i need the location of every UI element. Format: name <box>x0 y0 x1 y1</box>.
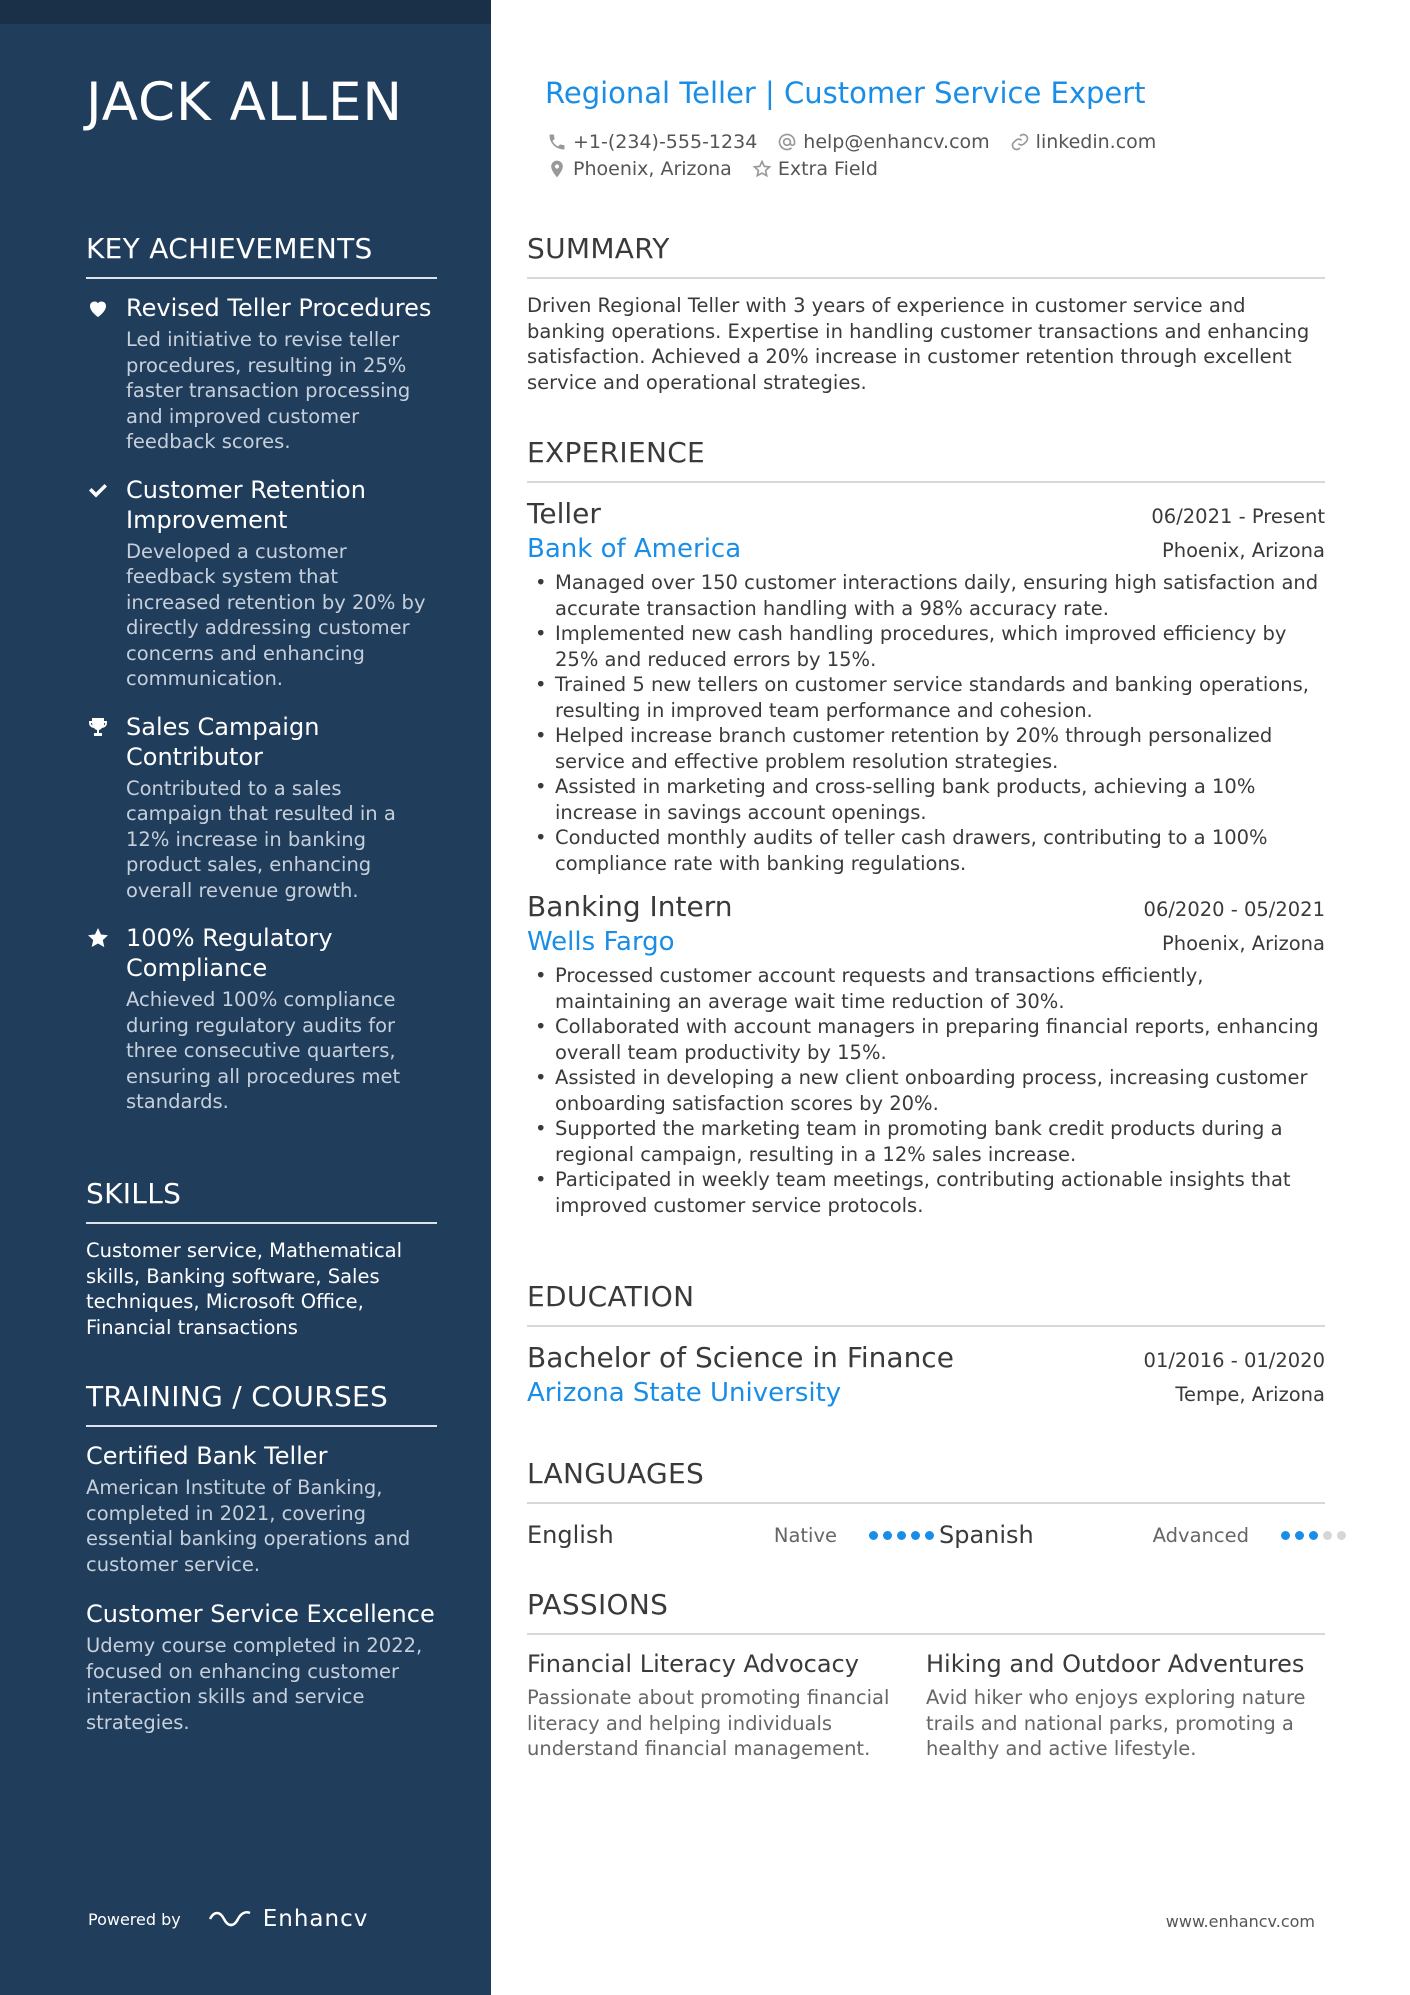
job-entry <box>527 890 1325 1218</box>
star-icon <box>86 923 126 1115</box>
extra-text: Extra Field <box>777 157 878 180</box>
course-item <box>86 1599 437 1735</box>
job-date: 06/2020 - 05/2021 <box>1143 898 1325 921</box>
achievement-title: 100% Regulatory Compliance <box>126 924 333 982</box>
experience-heading: EXPERIENCE <box>527 436 1325 483</box>
contact-location <box>547 158 732 180</box>
contact-extra <box>752 158 878 180</box>
passion-title: Financial Literacy Advocacy <box>527 1650 859 1678</box>
sidebar-topbar <box>0 0 491 24</box>
rating-dot-filled <box>911 1531 920 1540</box>
achievement-item <box>86 293 437 455</box>
skills-list: Customer service, Mathematical skills, Banking software, Sales techniques, Microsoft Office, Financial transactions <box>86 1239 403 1339</box>
job-bullet: • Assisted in marketing and cross-selling bank products, achieving a 10% increase in savings account openings. <box>527 774 1325 825</box>
summary-heading: SUMMARY <box>527 232 1325 279</box>
enhancv-logo[interactable] <box>207 1906 369 1932</box>
headline: Regional Teller | Customer Service Expert <box>545 76 1146 110</box>
powered-by-label: Powered by <box>88 1909 181 1929</box>
skills-section <box>86 1177 437 1340</box>
achievement-title: Customer Retention Improvement <box>126 475 366 534</box>
achievement-desc: Achieved 100% compliance during regulatory audits for three consecutive quarters, ensuring all procedures met standards. <box>126 988 401 1113</box>
job-bullet: • Helped increase branch customer retention by 20% through personalized service and effective problem resolution strategies. <box>527 723 1325 774</box>
job-bullet: • Processed customer account requests and transactions efficiently, maintaining an average wait time reduction of 30%. <box>527 963 1325 1014</box>
job-bullet: • Participated in weekly team meetings, contributing actionable insights that improved customer service protocols. <box>527 1167 1325 1218</box>
location-text: Phoenix, Arizona <box>573 157 732 180</box>
achievements-section <box>86 232 437 1135</box>
rating-dot-filled <box>1309 1531 1318 1540</box>
job-bullet: • Trained 5 new tellers on customer service standards and banking operations, resulting in improved team performance and cohesion. <box>527 672 1325 723</box>
link-icon <box>1010 132 1030 152</box>
rating-dot-filled <box>869 1531 878 1540</box>
course-desc: Udemy course completed in 2022, focused on enhancing customer interaction skills and service strategies. <box>86 1634 423 1734</box>
job-bullet: • Managed over 150 customer interactions daily, ensuring high satisfaction and accurate transaction handling with a 98% accuracy rate. <box>527 570 1325 621</box>
job-bullet: • Conducted monthly audits of teller cash drawers, contributing to a 100% compliance rate with banking regulations. <box>527 825 1325 876</box>
passion-item <box>527 1649 926 1762</box>
language-item <box>527 1521 939 1549</box>
rating-dot-filled <box>897 1531 906 1540</box>
education-heading: EDUCATION <box>527 1280 1325 1327</box>
course-title: Certified Bank Teller <box>86 1442 328 1470</box>
contact-info <box>547 128 1176 182</box>
job-title: Teller <box>527 497 601 530</box>
trophy-icon <box>86 712 126 904</box>
training-heading: TRAINING / COURSES <box>86 1380 437 1427</box>
passions-heading: PASSIONS <box>527 1588 1325 1635</box>
powered-by <box>88 1906 368 1932</box>
degree: Bachelor of Science in Finance <box>527 1341 954 1374</box>
phone-icon <box>547 132 567 152</box>
job-bullet: • Collaborated with account managers in preparing financial reports, enhancing overall team productivity by 15%. <box>527 1014 1325 1065</box>
job-bullets <box>527 570 1325 876</box>
skills-heading: SKILLS <box>86 1177 437 1224</box>
passion-item <box>926 1649 1325 1762</box>
language-rating <box>869 1531 939 1540</box>
course-desc: American Institute of Banking, completed in 2021, covering essential banking operations and customer service. <box>86 1476 411 1576</box>
achievement-title: Sales Campaign Contributor <box>126 712 320 771</box>
passion-desc: Passionate about promoting financial literacy and helping individuals understand financial management. <box>527 1686 890 1760</box>
languages-heading: LANGUAGES <box>527 1457 1325 1504</box>
course-title: Customer Service Excellence <box>86 1600 435 1628</box>
achievement-item <box>86 923 437 1115</box>
job-bullets <box>527 963 1325 1218</box>
location-pin-icon <box>547 159 567 179</box>
contact-email[interactable] <box>777 131 989 153</box>
achievement-desc: Led initiative to revise teller procedures, resulting in 25% faster transaction processing and improved customer feedback scores. <box>126 328 411 453</box>
job-bullet: • Supported the marketing team in promoting bank credit products during a regional campaign, resulting in a 12% sales increase. <box>527 1116 1325 1167</box>
rating-dot-empty <box>1323 1531 1332 1540</box>
enhancv-logo-icon <box>207 1906 253 1932</box>
language-name: Spanish <box>939 1521 1034 1549</box>
job-bullet: • Assisted in developing a new client onboarding process, increasing customer onboarding satisfaction scores by 20%. <box>527 1065 1325 1116</box>
rating-dot-empty <box>1337 1531 1346 1540</box>
language-rating <box>1281 1531 1351 1540</box>
rating-dot-filled <box>1281 1531 1290 1540</box>
job-company: Bank of America <box>527 534 742 564</box>
at-icon <box>777 132 797 152</box>
achievement-item <box>86 712 437 904</box>
heart-icon <box>86 293 126 455</box>
check-icon <box>86 475 126 692</box>
passion-desc: Avid hiker who enjoys exploring nature trails and national parks, promoting a healthy and active lifestyle. <box>926 1686 1306 1760</box>
footer-site-link[interactable]: www.enhancv.com <box>1165 1912 1315 1931</box>
rating-dot-filled <box>925 1531 934 1540</box>
language-level: Advanced <box>1152 1523 1249 1547</box>
star-outline-icon <box>752 159 772 179</box>
summary-section <box>527 232 1325 395</box>
enhancv-logo-text: Enhancv <box>262 1906 369 1932</box>
experience-section <box>527 436 1325 1232</box>
achievement-desc: Contributed to a sales campaign that resulted in a 12% increase in banking product sales, enhancing overall revenue growth. <box>126 776 396 902</box>
job-date: 06/2021 - Present <box>1151 505 1325 528</box>
candidate-name: JACK ALLEN <box>86 72 404 133</box>
achievements-heading: KEY ACHIEVEMENTS <box>86 232 437 279</box>
achievement-item <box>86 475 437 692</box>
email-text: help@enhancv.com <box>803 130 990 153</box>
phone-text: +1-(234)-555-1234 <box>573 130 758 153</box>
rating-dot-filled <box>1295 1531 1304 1540</box>
link-text: linkedin.com <box>1035 130 1157 153</box>
contact-phone[interactable] <box>547 131 757 153</box>
summary-text: Driven Regional Teller with 3 years of experience in customer service and banking operations. Expertise in handling customer transactions and enhancing satisfaction. Achieved a 20% increase in customer retention through excellent service and operational strategies. <box>527 294 1310 394</box>
job-location: Phoenix, Arizona <box>1161 539 1325 562</box>
job-title: Banking Intern <box>527 890 733 923</box>
education-location: Tempe, Arizona <box>1175 1383 1325 1406</box>
education-section <box>527 1280 1325 1408</box>
course-item <box>86 1441 437 1577</box>
achievement-title: Revised Teller Procedures <box>126 294 432 322</box>
job-bullet: • Implemented new cash handling procedures, which improved efficiency by 25% and reduced errors by 15%. <box>527 621 1325 672</box>
job-entry <box>527 497 1325 876</box>
job-company: Wells Fargo <box>527 927 675 957</box>
passion-title: Hiking and Outdoor Adventures <box>926 1650 1305 1678</box>
rating-dot-filled <box>883 1531 892 1540</box>
school: Arizona State University <box>527 1378 842 1408</box>
language-level: Native <box>773 1523 837 1547</box>
language-name: English <box>527 1521 614 1549</box>
training-section <box>86 1380 437 1757</box>
achievement-desc: Developed a customer feedback system that increased retention by 20% by directly addressing customer concerns and enhancing communication. <box>126 539 426 690</box>
passions-section <box>527 1588 1325 1762</box>
sidebar <box>0 0 491 1995</box>
language-item <box>939 1521 1351 1549</box>
contact-link[interactable] <box>1010 131 1157 153</box>
education-date: 01/2016 - 01/2020 <box>1143 1349 1325 1372</box>
languages-section <box>527 1457 1325 1552</box>
job-location: Phoenix, Arizona <box>1161 932 1325 955</box>
